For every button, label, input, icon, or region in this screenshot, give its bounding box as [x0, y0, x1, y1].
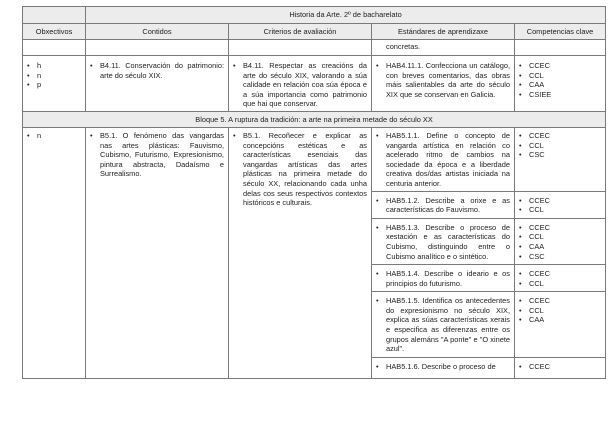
- list-item: p: [37, 80, 42, 90]
- list-item: n: [37, 130, 42, 140]
- content-cell: • B5.1. O fenómeno das vangardas nas artes plásticas: Fauvismo, Cubismo, Futurismo, Expresionismo, pintura abstracta, Dadaísmo e Surrealismo.: [86, 127, 229, 378]
- competence-item: CCEC: [529, 195, 550, 205]
- header-competencias: Competencias clave: [515, 24, 606, 40]
- competence-item: CAA: [529, 315, 545, 325]
- table-row-continuation: [23, 40, 606, 56]
- standard-cell: • HAB5.1.1. Define o concepto de vangarda artística en relación co acelerado ritmo de cambios na sociedade da época e a liberdade creativa dos/das artistas iniciada na centuria anterior.: [372, 127, 515, 191]
- competence-item: CCL: [529, 140, 544, 150]
- standard-cell: • HAB5.1.4. Describe o ideario e os principios do futurismo.: [372, 265, 515, 292]
- standard-cell: • HAB5.1.6. Describe o proceso de: [372, 357, 515, 378]
- standard-cell: • HAB5.1.5. Identifica os antecedentes do expresionismo no século XIX, explica as súas características xerais e especifica as diferenzas entre os grupos alemáns "A ponte" e "O xinete azul".: [372, 292, 515, 358]
- block-heading: Bloque 5. A ruptura da tradición: a arte na primeira metade do século XX: [23, 111, 606, 127]
- table-row-b4-11: [23, 56, 606, 112]
- competence-item: CCL: [529, 305, 544, 315]
- table-row-b5-1-1: [23, 127, 606, 191]
- competence-item: CCEC: [529, 269, 550, 279]
- standard-cell: • HAB4.11.1. Confecciona un catálogo, con breves comentarios, das obras máis salientables da arte do século XIX que se conservan en Galicia.: [372, 56, 515, 112]
- curriculum-table-wrapper: [22, 6, 606, 379]
- content-cell: • B4.11. Conservación do patrimonio: arte do século XIX.: [86, 56, 229, 112]
- header-contidos: Contidos: [86, 24, 229, 40]
- competence-item: CCEC: [529, 296, 550, 306]
- competence-item: CCEC: [529, 222, 550, 232]
- competence-item: CSC: [529, 150, 545, 160]
- curriculum-table: [22, 6, 606, 379]
- competence-item: CCEC: [529, 361, 550, 371]
- header-row: [23, 24, 606, 40]
- block-5-row: [23, 111, 606, 127]
- table-title: Historia da Arte. 2º de bacharelato: [86, 7, 606, 24]
- competences-cell: • CCEC • CCL • CAA • CSIEE: [515, 56, 606, 112]
- header-estandares: Estándares de aprendizaxe: [372, 24, 515, 40]
- header-criterios: Criterios de avaliación: [229, 24, 372, 40]
- competence-item: CCL: [529, 205, 544, 215]
- competences-cell: • CCEC: [515, 357, 606, 378]
- competences-cell: • CCEC • CCL • CAA • CSC: [515, 218, 606, 264]
- competence-item: CAA: [529, 80, 545, 90]
- competence-item: CCL: [529, 70, 544, 80]
- list-item: n: [37, 70, 42, 80]
- criteria-cell: • B4.11. Respectar as creacións da arte do século XIX, valorando a súa calidade en relación coa súa época e a súa importancia como patrimonio que hai que conservar.: [229, 56, 372, 112]
- standard-cell: • HAB5.1.2. Describe a orixe e as características do Fauvismo.: [372, 191, 515, 218]
- title-corner-cell: [23, 7, 86, 24]
- objectives-cell: • n: [23, 127, 86, 378]
- competences-cell: • CCEC • CCL: [515, 191, 606, 218]
- competences-cell: • CCEC • CCL • CAA: [515, 292, 606, 358]
- list-item: h: [37, 61, 42, 70]
- competences-cell: • CCEC • CCL • CSC: [515, 127, 606, 191]
- standard-cell: concretas.: [372, 40, 515, 56]
- competence-item: CCEC: [529, 130, 550, 140]
- competence-item: CCL: [529, 278, 544, 288]
- title-row: [23, 7, 606, 24]
- competence-item: CSIEE: [529, 89, 552, 99]
- competence-item: CAA: [529, 241, 545, 251]
- competence-item: CCL: [529, 232, 544, 242]
- objectives-cell: • h • n • p: [23, 56, 86, 112]
- competences-cell: • CCEC • CCL: [515, 265, 606, 292]
- standard-cell: • HAB5.1.3. Describe o proceso de xestación e as características do Cubismo, distinguindo entre o Cubismo analítico e o sintético.: [372, 218, 515, 264]
- header-obxectivos: Obxectivos: [23, 24, 86, 40]
- competence-item: CCEC: [529, 61, 550, 70]
- competence-item: CSC: [529, 251, 545, 261]
- criteria-cell: • B5.1. Recoñecer e explicar as concepcións estéticas e as características esenciais das vangardas artísticas das artes plásticas na primeira metade do século XX, relacionando cada unha delas cos seus respectivos contextos históricos e culturais.: [229, 127, 372, 378]
